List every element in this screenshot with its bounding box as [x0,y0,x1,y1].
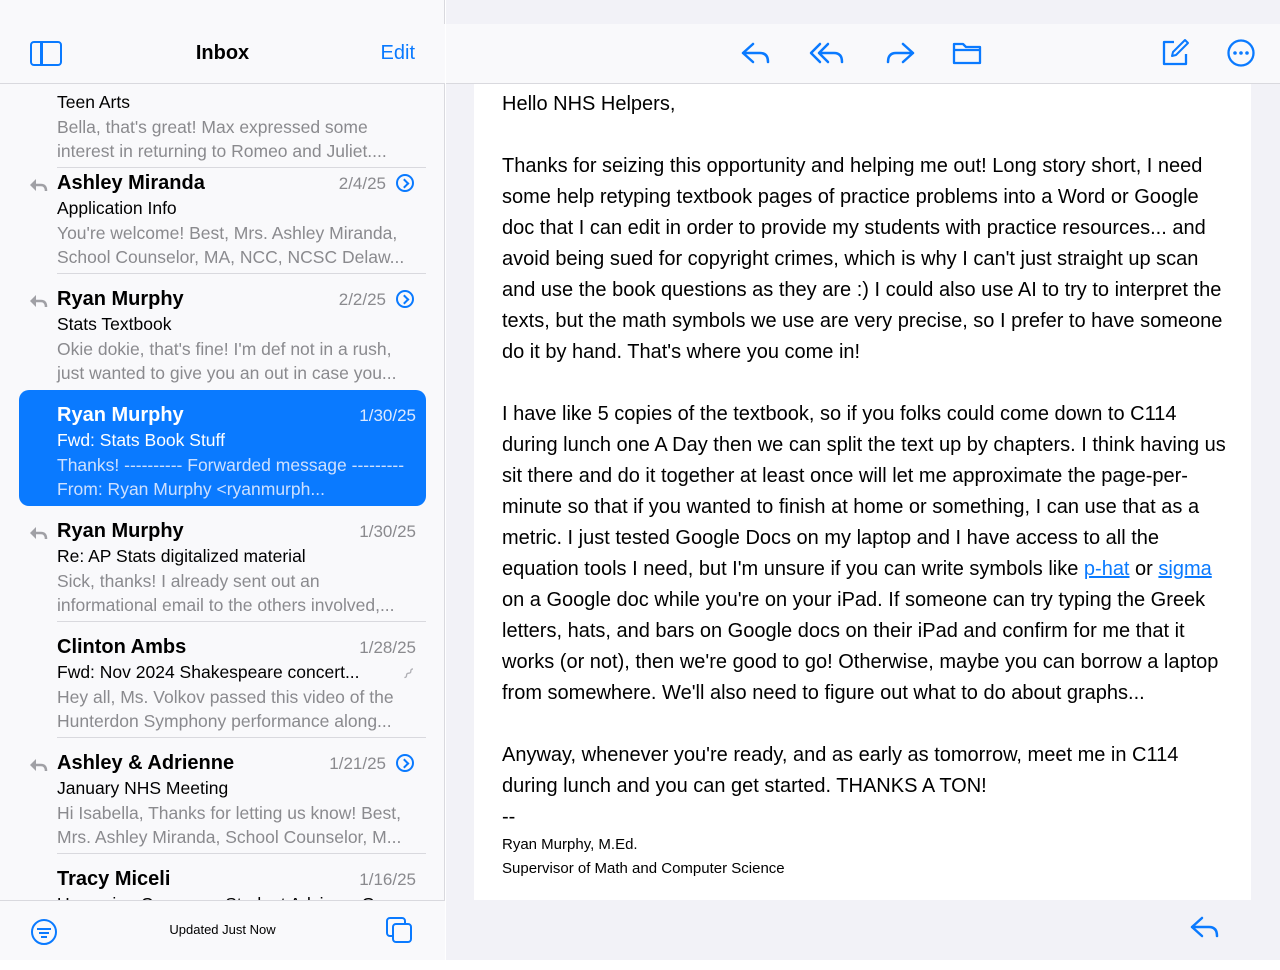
message-card [474,84,1251,900]
preview-text: Thanks! ---------- Forwarded message --------- From: Ryan Murphy <ryanmurph... [57,455,405,499]
compose-icon[interactable] [1160,38,1190,68]
preview-text: Okie dokie, that's fine! I'm def not in a rush, just wanted to give you an out in case you... [57,339,397,383]
sender-name: Ashley & Adrienne [57,752,235,774]
subject-line: Re: AP Stats digitalized material [57,546,306,566]
replied-indicator-icon [29,758,47,772]
message-list-item[interactable] [19,274,426,390]
thread-chevron-icon[interactable] [396,290,414,308]
message-date: 2/4/25 [338,174,386,193]
more-options-icon[interactable] [1226,38,1256,68]
subject-line: January NHS Meeting [57,778,229,798]
subject-line: Application Info [57,198,177,218]
signature-separator: -- [502,806,516,828]
preview-text: Bella, that's great! Max expressed some interest in returning to Romeo and Juliet.... [57,117,387,161]
sender-name: Ashley Miranda [57,172,205,194]
edit-button[interactable]: Edit [380,42,415,64]
message-date: 1/30/25 [359,522,416,541]
reply-icon[interactable] [1189,912,1221,942]
body-paragraph-2-part-c: on a Google doc while you're on your iPad. If someone can try typing the Greek letters, hats, and bars on Google docs on their iPad and confirm for me that it works (or not), then we're good to go! Otherwise, maybe you can borrow a laptop from somewhere. We'll also need to figure out what to do about graphs... [502,589,1219,704]
preview-text: Hi Isabella, Thanks for letting us know! Best, Mrs. Ashley Miranda, School Counselor, M... [57,803,402,847]
sender-name: Ryan Murphy [57,288,184,310]
multiple-windows-icon[interactable] [386,917,414,945]
replied-indicator-icon [29,526,47,540]
message-date: 1/28/25 [359,638,416,657]
body-paragraph-3: Anyway, whenever you're ready, and as early as tomorrow, meet me in C114 during lunch and you can get started. THANKS A TON! [502,744,1179,797]
sender-name: Ryan Murphy [57,520,184,542]
sender-name: Ryan Murphy [57,404,184,426]
thread-chevron-icon[interactable] [396,754,414,772]
message-toolbar [446,24,1280,84]
mailbox-pane [0,0,445,960]
mailbox-footer [0,900,445,960]
subject-line: Fwd: Nov 2024 Shakespeare concert... [57,662,360,682]
folder-icon[interactable] [951,38,983,68]
p-hat-link[interactable]: p-hat [1083,558,1130,580]
message-date: 1/30/25 [359,406,416,425]
signature-name: Ryan Murphy, M.Ed. [502,836,638,853]
body-paragraph-2-part-b: or [1129,558,1159,580]
subject-line: Teen Arts [57,92,130,112]
message-footer [474,900,1251,960]
greeting: Hello NHS Helpers, [502,93,676,115]
message-list[interactable] [0,84,445,900]
message-list-item[interactable] [19,738,426,854]
signature-title: Supervisor of Math and Computer Science [502,860,785,877]
subject-line: Fwd: Stats Book Stuff [57,430,225,450]
body-paragraph-2-part-a: I have like 5 copies of the textbook, so if you folks could come down to C114 during lunch one A Day then we can split the text up by chapters. I think having us sit there and do it together at least once will let me approximate the page-per-minute so that if you wanted to finish at home or something, I can use that as a metric. I just tested Google Docs on my laptop and I have access to all the equation tools I need, but I'm unsure if you can write symbols like [502,403,1226,580]
update-status: Updated Just Now [169,922,276,937]
body-paragraph-2 [502,399,1232,709]
message-list-item[interactable] [19,506,426,622]
mailbox-header [0,24,445,84]
message-pane [446,0,1280,960]
subject-line: Stats Textbook [57,314,172,334]
replied-indicator-icon [29,294,47,308]
reply-all-icon[interactable] [808,38,846,68]
message-date: 1/21/25 [329,754,386,773]
sigma-link[interactable]: sigma [1158,558,1212,580]
preview-text: Sick, thanks! I already sent out an informational email to the others involved,... [57,571,395,615]
preview-text: You're welcome! Best, Mrs. Ashley Miranda, School Counselor, MA, NCC, NCSC Delaw... [57,223,405,267]
message-list-item[interactable] [19,390,426,506]
message-date: 1/16/25 [359,870,416,889]
sender-name: Clinton Ambs [57,636,187,658]
body-paragraph-1: Thanks for seizing this opportunity and helping me out! Long story short, I need some help retyping textbook pages of practice problems into a Word or Google doc that I can edit in order to provide my students with practice resources... and avoid being sued for copyright crimes, which is why I can't just straight up scan and use the book questions as they are :) I could also use AI to try to interpret the texts, but the math symbols we use are very precise, so I prefer to have someone do it by hand. That's where you come in! [502,155,1223,363]
message-list-item[interactable] [19,158,426,274]
sender-name: Tracy Miceli [57,868,171,890]
message-body [502,89,1232,881]
attachment-icon: ⌇ [398,665,417,684]
preview-text: Hey all, Ms. Volkov passed this video of the Hunterdon Symphony performance along... [57,687,394,731]
thread-chevron-icon[interactable] [396,174,414,192]
message-date: 2/2/25 [338,290,386,309]
reply-icon[interactable] [740,38,772,68]
message-list-item[interactable] [19,622,426,738]
replied-indicator-icon [29,178,47,192]
mailbox-title: Inbox [195,42,250,64]
forward-icon[interactable] [884,38,916,68]
